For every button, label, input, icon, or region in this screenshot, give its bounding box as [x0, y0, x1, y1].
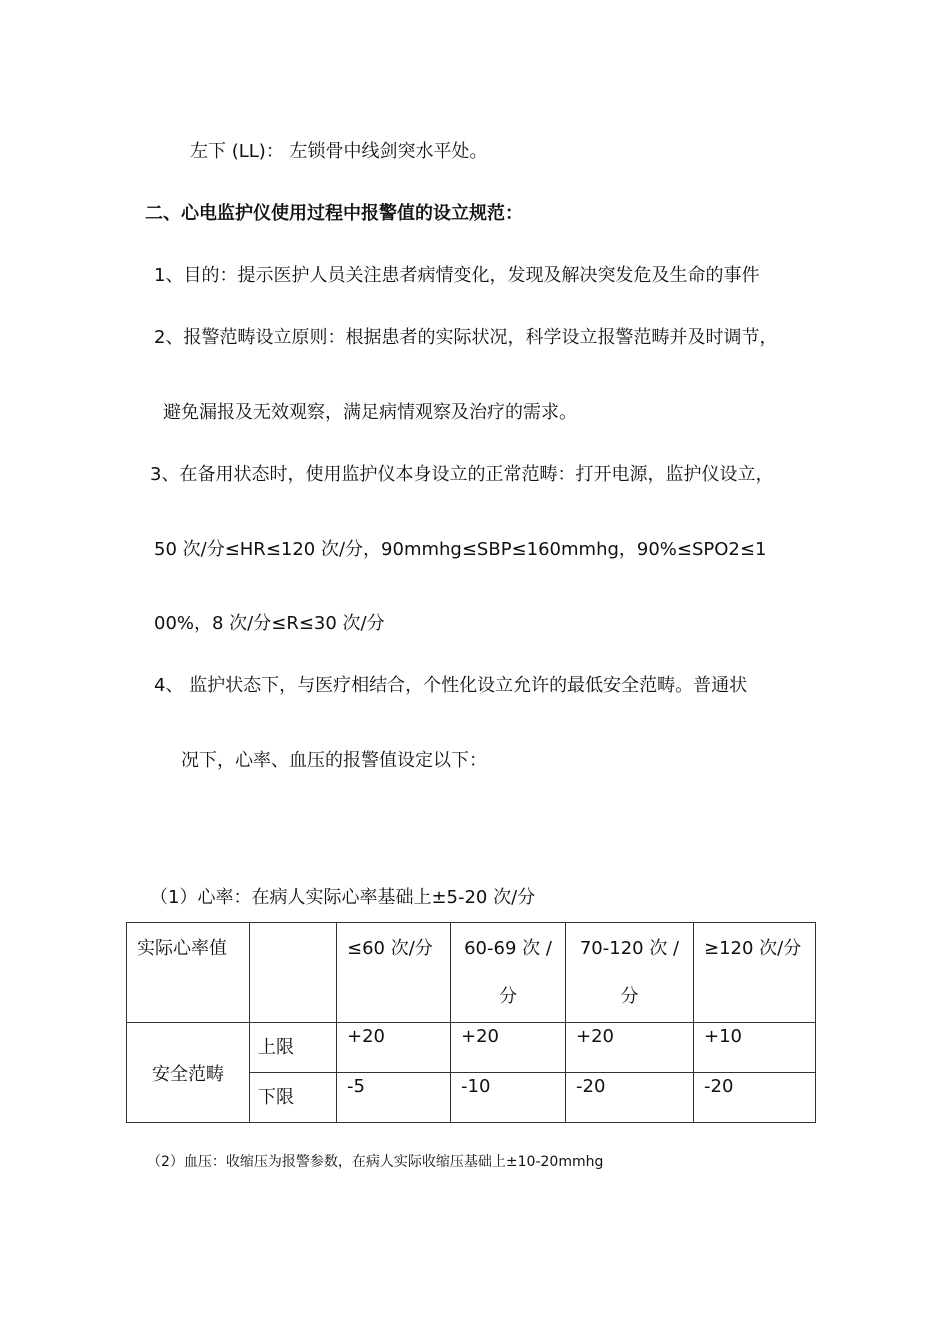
table-corner-cell [127, 923, 250, 1023]
paragraph-principle-1: 2、报警范畴设立原则：根据患者的实际状况，科学设立报警范畴并及时调节， [154, 327, 778, 348]
table-header-cell [566, 923, 694, 1023]
table-header-cell [337, 923, 451, 1023]
column-header-label-cont: 分 [620, 986, 639, 1007]
table-cell [451, 1023, 566, 1073]
table-cell [337, 1073, 451, 1123]
text-line-ll: 左下 (LL)： 左锁骨中线剑突水平处。 [190, 141, 488, 162]
paragraph-principle-2: 避免漏报及无效观察，满足病情观察及治疗的需求。 [163, 402, 577, 423]
table-header-row [127, 923, 816, 1023]
upper-limit-value: +20 [576, 1026, 614, 1047]
table-header-cell [694, 923, 816, 1023]
table-cell [337, 1023, 451, 1073]
lower-limit-value: -20 [704, 1076, 734, 1097]
subheading-heart-rate: （1）心率：在病人实际心率基础上±5-20 次/分 [150, 887, 536, 908]
table-row-upper [127, 1023, 816, 1073]
group-label: 安全范畴 [152, 1063, 224, 1085]
section-heading: 二、心电监护仪使用过程中报警值的设立规范： [145, 203, 523, 224]
lower-limit-value: -20 [576, 1076, 606, 1097]
upper-limit-value: +20 [461, 1026, 499, 1047]
column-header-label: 60-69 次 / [464, 938, 552, 959]
subheading-blood-pressure: （2）血压：收缩压为报警参数，在病人实际收缩压基础上±10-20mmhg [147, 1154, 604, 1170]
table-empty-cell [250, 923, 337, 1023]
table-label-cell [250, 1073, 337, 1123]
table-label-cell [250, 1023, 337, 1073]
table-cell [566, 1073, 694, 1123]
paragraph-standby-3: 00%，8 次/分≤R≤30 次/分 [154, 613, 385, 634]
upper-limit-value: +20 [347, 1026, 385, 1047]
table-cell [566, 1023, 694, 1073]
paragraph-standby-1: 3、在备用状态时，使用监护仪本身设立的正常范畴：打开电源，监护仪设立， [150, 464, 774, 485]
paragraph-standby-2: 50 次/分≤HR≤120 次/分，90mmhg≤SBP≤160mmhg，90%≤SPO2≤1 [154, 539, 767, 560]
paragraph-monitor-1: 4、 监护状态下，与医疗相结合，个性化设立允许的最低安全范畴。普通状 [154, 675, 748, 696]
table-cell [451, 1073, 566, 1123]
lower-limit-value: -10 [461, 1076, 491, 1097]
column-header-label: ≥120 次/分 [704, 938, 802, 959]
lower-limit-value: -5 [347, 1076, 365, 1097]
table-cell [694, 1073, 816, 1123]
paragraph-purpose: 1、目的：提示医护人员关注患者病情变化，发现及解决突发危及生命的事件 [154, 265, 760, 286]
upper-limit-value: +10 [704, 1026, 742, 1047]
upper-limit-label: 上限 [258, 1037, 294, 1058]
table-cell [694, 1023, 816, 1073]
heart-rate-alarm-table [126, 922, 816, 1123]
table-header-cell [451, 923, 566, 1023]
column-header-label-cont: 分 [499, 986, 517, 1007]
column-header-label: ≤60 次/分 [347, 938, 433, 959]
column-header-label: 70-120 次 / [579, 938, 680, 959]
table-group-cell [127, 1023, 250, 1123]
lower-limit-label: 下限 [258, 1087, 294, 1108]
corner-label: 实际心率值 [137, 938, 227, 959]
paragraph-monitor-2: 况下，心率、血压的报警值设定以下： [181, 750, 487, 771]
